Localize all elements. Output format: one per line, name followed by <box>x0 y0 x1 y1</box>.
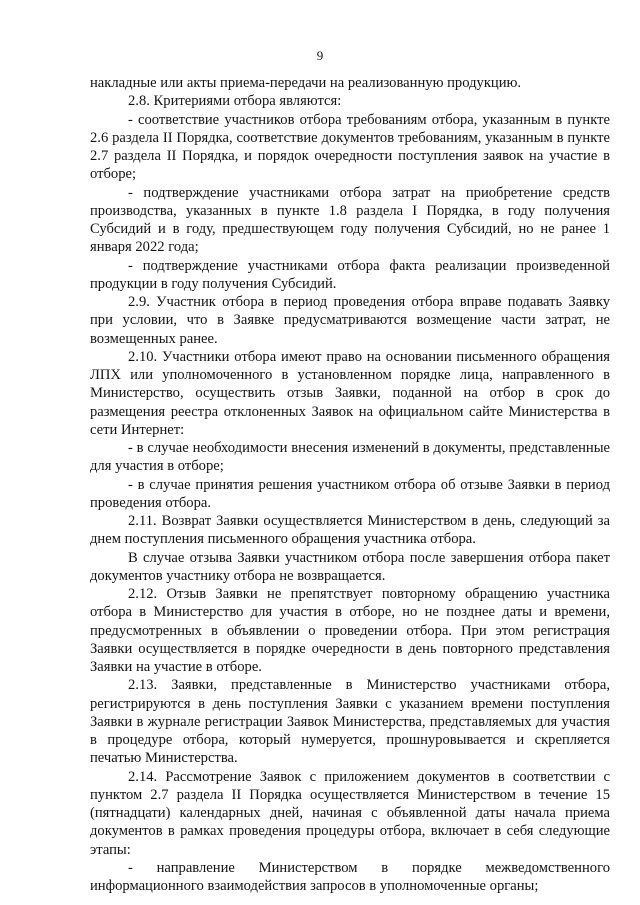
list-item-criteria-compliance: - соответствие участников отбора требованиям отбора, указанным в пункте 2.6 раздела II Порядка, соответствие документов требованиям, указанным в пункте 2.7 раздела II Порядка, и порядок очередности поступления заявок на участие в отборе; <box>90 111 610 183</box>
paragraph-2-11: 2.11. Возврат Заявки осуществляется Министерством в день, следующий за днем поступления письменного обращения участника отбора. <box>90 513 610 548</box>
paragraph-2-11-continuation: В случае отзыва Заявки участником отбора после завершения отбора пакет документов участнику отбора не возвращается. <box>90 549 610 584</box>
list-item-withdrawal-decision: - в случае принятия решения участником отбора об отзыве Заявки в период проведения отбора. <box>90 476 610 511</box>
page-number: 9 <box>316 48 324 63</box>
paragraph-2-13: 2.13. Заявки, представленные в Министерство участниками отбора, регистрируются в день поступления Заявки с указанием времени поступления Заявки в журнале регистрации Заявок Министерства, представляемых для участия в процедуре отбора, который нумеруется, прошнуровывается и скрепляется печатью Министерства. <box>90 677 610 767</box>
list-item-criteria-costs: - подтверждение участниками отбора затрат на приобретение средств производства, указанных в пункте 1.8 раздела I Порядка, в году получения Субсидий и в году, предшествующем году получения Субсидий, но не ранее 1 января 2022 года; <box>90 184 610 256</box>
list-item-interagency-requests: - направление Министерством в порядке межведомственного информационного взаимодействия запросов в уполномоченные органы; <box>90 859 610 894</box>
paragraph-continuation: накладные или акты приема-передачи на реализованную продукцию. <box>90 75 522 91</box>
paragraph-2-10: 2.10. Участники отбора имеют право на основании письменного обращения ЛПХ или уполномоченного в установленном порядке лица, направленного в Министерство, осуществить отзыв Заявки, поданной на отбор в срок до размещения реестра отклоненных Заявок на официальном сайте Министерства в сети Интернет: <box>90 348 610 438</box>
paragraph-2-12: 2.12. Отзыв Заявки не препятствует повторному обращению участника отбора в Министерство для участия в отборе, но не позднее даты и времени, предусмотренных в объявлении о проведении отбора. При этом регистрация Заявки осуществляется в порядке очередности в день повторного представления Заявки на участие в отборе. <box>90 586 610 675</box>
paragraph-2-14: 2.14. Рассмотрение Заявок с приложением документов в соответствии с пунктом 2.7 раздела II Порядка осуществляется Министерством в течение 15 (пятнадцати) календарных дней, начиная с объявленной даты начала приема документов в рамках проведения процедуры отбора, включает в себя следующие этапы: <box>90 768 610 858</box>
list-item-criteria-sales: - подтверждение участниками отбора факта реализации произведенной продукции в году получения Субсидий. <box>90 257 610 292</box>
paragraph-2-8: 2.8. Критериями отбора являются: <box>128 93 342 110</box>
paragraph-2-9: 2.9. Участник отбора в период проведения отбора вправе подавать Заявку при условии, что в Заявке предусматриваются возмещение части затрат, не возмещенных ранее. <box>90 294 610 347</box>
list-item-withdrawal-changes: - в случае необходимости внесения изменений в документы, представленные для участия в отборе; <box>90 440 610 475</box>
document-body <box>90 74 610 895</box>
